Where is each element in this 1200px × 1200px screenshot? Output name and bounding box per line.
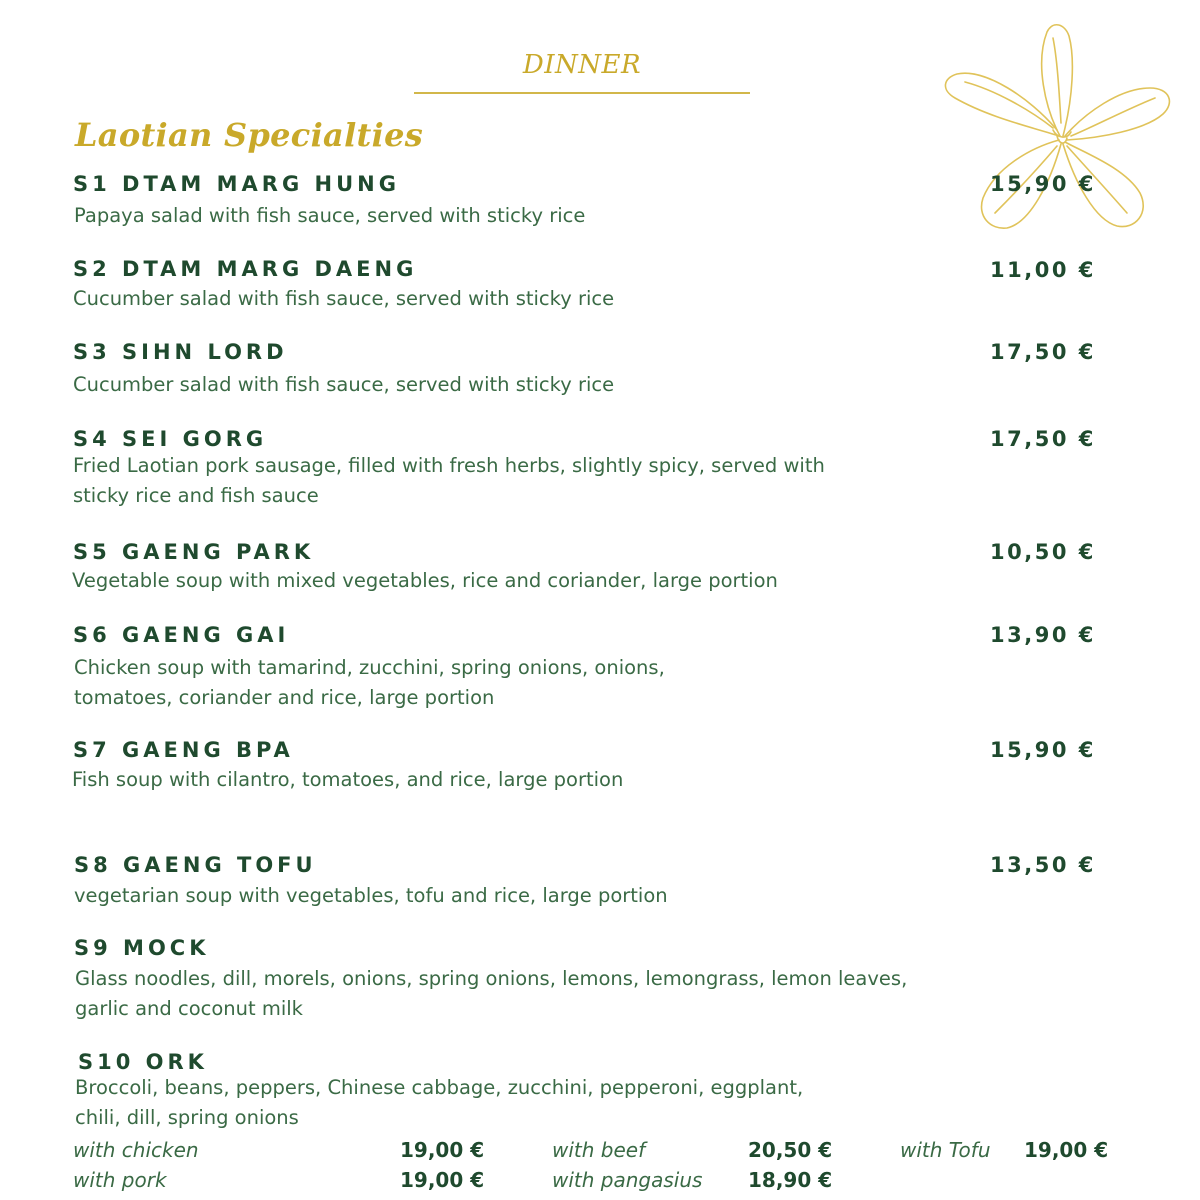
menu-item-description: Broccoli, beans, peppers, Chinese cabbage, zucchini, pepperoni, eggplant,	[75, 1076, 804, 1099]
title-underline	[414, 92, 750, 94]
variant-label: with Tofu	[900, 1138, 991, 1162]
menu-item-price: 13,90 €	[990, 623, 1096, 647]
menu-item-description: Vegetable soup with mixed vegetables, rice and coriander, large portion	[72, 569, 778, 592]
menu-item-price: 13,50 €	[990, 853, 1096, 877]
menu-item-name: S6 GAENG GAI	[73, 623, 290, 647]
menu-item-description: Glass noodles, dill, morels, onions, spring onions, lemons, lemongrass, lemon leaves,	[75, 967, 908, 990]
section-title: Laotian Specialties	[75, 116, 424, 154]
menu-item-price: 10,50 €	[990, 540, 1096, 564]
menu-item-price: 11,00 €	[990, 258, 1096, 282]
menu-item-description: tomatoes, coriander and rice, large portion	[74, 686, 495, 709]
menu-item-name: S7 GAENG BPA	[73, 738, 294, 762]
menu-item-description: sticky rice and fish sauce	[73, 484, 319, 507]
menu-item-name: S10 ORK	[78, 1050, 208, 1074]
menu-item-name: S3 SIHN LORD	[73, 340, 288, 364]
menu-item-name: S9 MOCK	[74, 936, 210, 960]
menu-item-price: 15,90 €	[990, 738, 1096, 762]
variant-label: with beef	[552, 1138, 646, 1162]
variant-label: with pork	[73, 1168, 167, 1192]
variant-price: 19,00 €	[400, 1138, 485, 1162]
variant-label: with pangasius	[552, 1168, 703, 1192]
menu-item-description: Fish soup with cilantro, tomatoes, and rice, large portion	[72, 768, 624, 791]
menu-item-name: S8 GAENG TOFU	[74, 853, 317, 877]
variant-price: 19,00 €	[1024, 1138, 1109, 1162]
menu-item-price: 15,90 €	[990, 172, 1096, 196]
menu-item-description: chili, dill, spring onions	[75, 1106, 299, 1129]
menu-item-name: S2 DTAM MARG DAENG	[73, 257, 418, 281]
variant-price: 18,90 €	[748, 1168, 833, 1192]
menu-item-price: 17,50 €	[990, 427, 1096, 451]
menu-item-description: garlic and coconut milk	[75, 997, 303, 1020]
variant-label: with chicken	[73, 1138, 199, 1162]
variant-price: 20,50 €	[748, 1138, 833, 1162]
menu-item-name: S5 GAENG PARK	[73, 540, 315, 564]
menu-item-description: Fried Laotian pork sausage, filled with fresh herbs, slightly spicy, served with	[73, 454, 825, 477]
page-title: DINNER	[522, 50, 642, 80]
menu-item-name: S1 DTAM MARG HUNG	[73, 172, 400, 196]
frangipani-flower-icon	[935, 18, 1180, 243]
menu-item-description: Papaya salad with fish sauce, served with sticky rice	[74, 204, 586, 227]
menu-item-description: Cucumber salad with fish sauce, served with sticky rice	[73, 373, 615, 396]
menu-item-description: Chicken soup with tamarind, zucchini, spring onions, onions,	[74, 656, 665, 679]
menu-item-description: Cucumber salad with fish sauce, served with sticky rice	[73, 287, 615, 310]
menu-item-name: S4 SEI GORG	[73, 427, 268, 451]
variant-price: 19,00 €	[400, 1168, 485, 1192]
menu-item-description: vegetarian soup with vegetables, tofu and rice, large portion	[74, 884, 668, 907]
menu-item-price: 17,50 €	[990, 340, 1096, 364]
